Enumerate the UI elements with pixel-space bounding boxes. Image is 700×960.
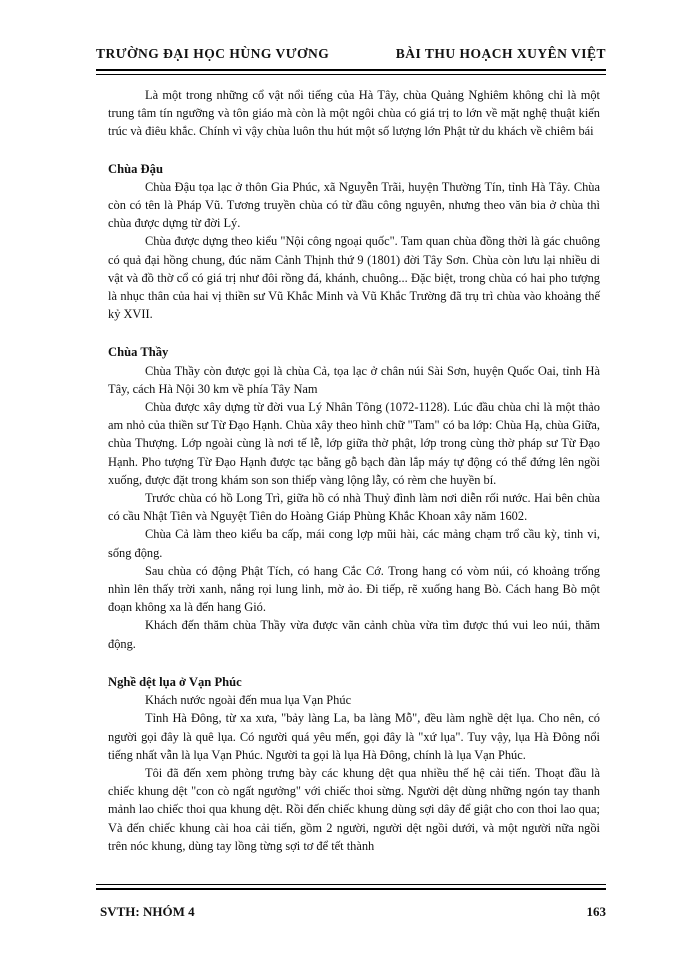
page-number: 163 bbox=[586, 904, 606, 919]
section-title-chua-thay: Chùa Thầy bbox=[108, 345, 169, 360]
footer-rule-thin bbox=[96, 884, 606, 885]
header-rule-thick bbox=[96, 69, 606, 71]
page-header bbox=[96, 46, 606, 62]
chua-thay-paragraph: Sau chùa có động Phật Tích, có hang Cắc Cớ. Trong hang có vòm núi, có khoảng trống nhìn lên thấy trời xanh, nắng rọi lung linh, mờ ảo. Đi tiếp, rẽ xuống hang Bò. Cách hang Bò một đoạn không xa là đến hang Gió. bbox=[108, 563, 600, 615]
chua-dau-paragraph: Chùa Đậu tọa lạc ở thôn Gia Phúc, xã Nguyễn Trãi, huyện Thường Tín, tỉnh Hà Tây. Chùa còn có tên là Pháp Vũ. Tương truyền chùa có từ đầu công nguyên, nhưng theo văn bia ở chùa thì chùa được dựng từ đời Lý. bbox=[108, 179, 600, 231]
page-body bbox=[108, 86, 600, 855]
header-report-title: BÀI THU HOẠCH XUYÊN VIỆT bbox=[395, 46, 606, 61]
section-title-van-phuc-silk: Nghề dệt lụa ở Vạn Phúc bbox=[108, 674, 242, 689]
chua-thay-paragraph: Chùa được xây dựng từ đời vua Lý Nhân Tông (1072-1128). Lúc đầu chùa chỉ là một thảo am nhỏ của thiền sư Từ Đạo Hạnh. Chùa xây theo hình chữ "Tam" có ba lớp: Chùa Hạ, chùa Giữa, chùa Thượng. Lớp ngoài cùng là nơi tế lễ, lớp giữa thờ phật, lớp trong cùng thờ pháp sư Từ Đạo Hạnh. Pho tượng Từ Đạo Hạnh được tạc bằng gỗ bạch đàn lắp máy tự động có thể đứng lên ngồi xuống, được đặt trong khám son son thiếp vàng lộng lẫy, có rèm che huyền bí. bbox=[108, 400, 600, 487]
van-phuc-paragraph: Tỉnh Hà Đông, từ xa xưa, "bảy làng La, ba làng Mỗ", đều làm nghề dệt lụa. Cho nên, có người gọi đây là quê lụa. Có người quá yêu mến, gọi đây là "xứ lụa". Tuy vậy, lụa Hà Đông nổi tiếng nhất vẫn là lụa Vạn Phúc. Người ta gọi là lụa Hà Đông, chính là lụa Vạn Phúc. bbox=[108, 711, 600, 762]
header-school-name: TRƯỜNG ĐẠI HỌC HÙNG VƯƠNG bbox=[96, 46, 330, 61]
footer-rule-thick bbox=[96, 888, 606, 890]
chua-thay-paragraph: Chùa Thầy còn được gọi là chùa Cả, tọa lạc ở chân núi Sài Sơn, huyện Quốc Oai, tỉnh Hà Tây, cách Hà Nội 30 km về phía Tây Nam bbox=[108, 363, 600, 396]
chua-thay-paragraph: Trước chùa có hồ Long Trì, giữa hồ có nhà Thuỷ đình làm nơi diễn rối nước. Hai bên chùa có cầu Nhật Tiên và Nguyệt Tiên do Hoàng Giáp Phùng Khắc Khoan xây năm 1602. bbox=[108, 491, 600, 524]
van-phuc-paragraph: Khách nước ngoài đến mua lụa Vạn Phúc bbox=[145, 693, 352, 708]
intro-paragraph: Là một trong những cổ vật nổi tiếng của Hà Tây, chùa Quảng Nghiêm không chỉ là một trung tâm tín ngưỡng và tôn giáo mà còn là một ngôi chùa có giá trị to lớn về mặt nghệ thuật kiến trúc và điêu khắc. Chính vì vậy chùa luôn thu hút một số lượng lớn Phật tử du khách về chiêm bái bbox=[108, 88, 600, 139]
van-phuc-paragraph: Tôi đã đến xem phòng trưng bày các khung dệt qua nhiều thế hệ cải tiến. Thoạt đầu là chiếc khung dệt "con cò ngất ngưởng" với chiếc thoi sừng. Người dệt dùng những ngón tay thanh mảnh lao chiếc thoi qua khung dệt. Rồi đến chiếc khung dùng sợi dây để giật cho con thoi lao qua; Và đến chiếc khung cài hoa cải tiến, gồm 2 người, người dệt ngồi dưới, và một người nữa ngồi trên nóc khung, dùng tay lồng từng sợi tơ để tết thành bbox=[108, 765, 600, 853]
chua-thay-paragraph: Khách đến thăm chùa Thầy vừa được vãn cảnh chùa vừa tìm được thú vui leo núi, thăm động. bbox=[108, 618, 600, 651]
footer-group-label: SVTH: NHÓM 4 bbox=[100, 904, 195, 919]
chua-dau-paragraph: Chùa được dựng theo kiểu "Nội công ngoại quốc". Tam quan chùa đồng thời là gác chuông có quả đại hồng chung, đúc năm Cảnh Thịnh thứ 9 (1801) đời Tây Sơn. Chùa còn lưu lại nhiều di vật và đồ thờ cổ có giá trị như đôi rồng đá, khánh, chuông... Đặc biệt, trong chùa có hai pho tượng là nhục thân của hai vị thiền sư Vũ Khắc Minh và Vũ Khắc Trường đã trụ trì chùa vào khoảng thế kỷ XVII. bbox=[108, 234, 600, 322]
section-title-chua-dau: Chùa Đậu bbox=[108, 161, 163, 176]
header-rule-thin bbox=[96, 74, 606, 75]
chua-thay-paragraph: Chùa Cả làm theo kiểu ba cấp, mái cong lợp mũi hài, các mảng chạm trổ cầu kỳ, tinh vi, sống động. bbox=[108, 527, 600, 560]
page-footer bbox=[100, 904, 606, 920]
